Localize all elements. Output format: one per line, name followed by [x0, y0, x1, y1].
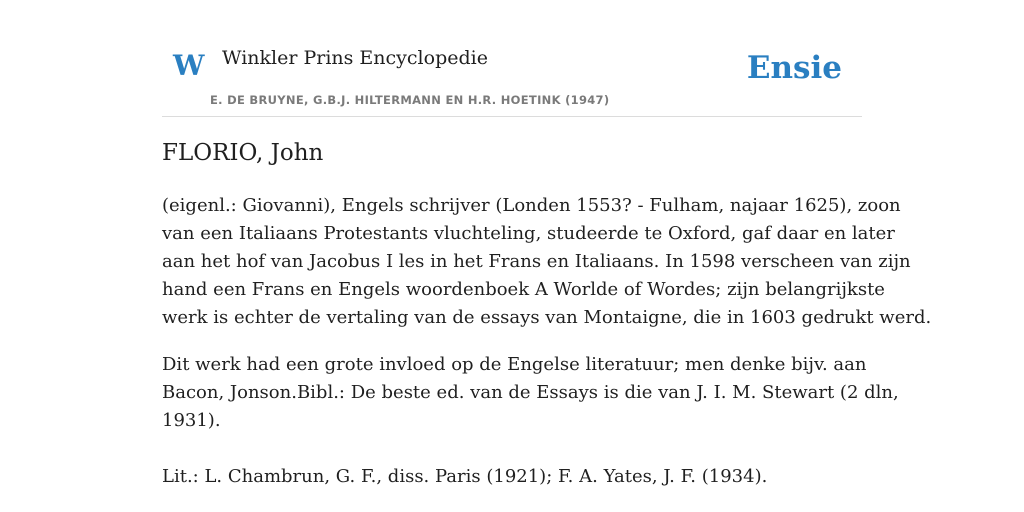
paragraph-line: Dit werk had een grote invloed op de Engelse literatuur; men denke bijv. aan — [162, 354, 867, 375]
paragraph-line: Lit.: L. Chambrun, G. F., diss. Paris (1921); F. A. Yates, J. F. (1934). — [162, 466, 768, 487]
paragraph-line: werk is echter de vertaling van de essays van Montaigne, die in 1603 gedrukt werd. — [162, 307, 932, 328]
source-authors: E. DE BRUYNE, G.B.J. HILTERMANN EN H.R. HOETINK (1947) — [210, 93, 610, 107]
article-title: FLORIO, John — [162, 140, 324, 166]
winkler-prins-logo[interactable]: W — [173, 49, 205, 82]
paragraph-line: Bacon, Jonson.Bibl.: De beste ed. van de Essays is die van J. I. M. Stewart (2 dln, — [162, 382, 899, 403]
source-header — [162, 0, 862, 117]
paragraph-line: hand een Frans en Engels woordenboek A Worlde of Wordes; zijn belangrijkste — [162, 279, 885, 300]
article-page — [162, 0, 932, 512]
ensie-logo[interactable]: Ensie — [746, 50, 842, 86]
paragraph-line: (eigenl.: Giovanni), Engels schrijver (Londen 1553? - Fulham, najaar 1625), zoon — [162, 195, 901, 216]
source-title[interactable]: Winkler Prins Encyclopedie — [222, 47, 488, 69]
paragraph-line: van een Italiaans Protestants vluchteling, studeerde te Oxford, gaf daar en later — [162, 223, 895, 244]
article-references — [162, 463, 862, 491]
article-paragraph — [162, 351, 899, 435]
paragraph-line: 1931). — [162, 410, 221, 431]
article-paragraph — [162, 192, 932, 332]
paragraph-line: aan het hof van Jacobus I les in het Frans en Italiaans. In 1598 verscheen van zijn — [162, 251, 911, 272]
